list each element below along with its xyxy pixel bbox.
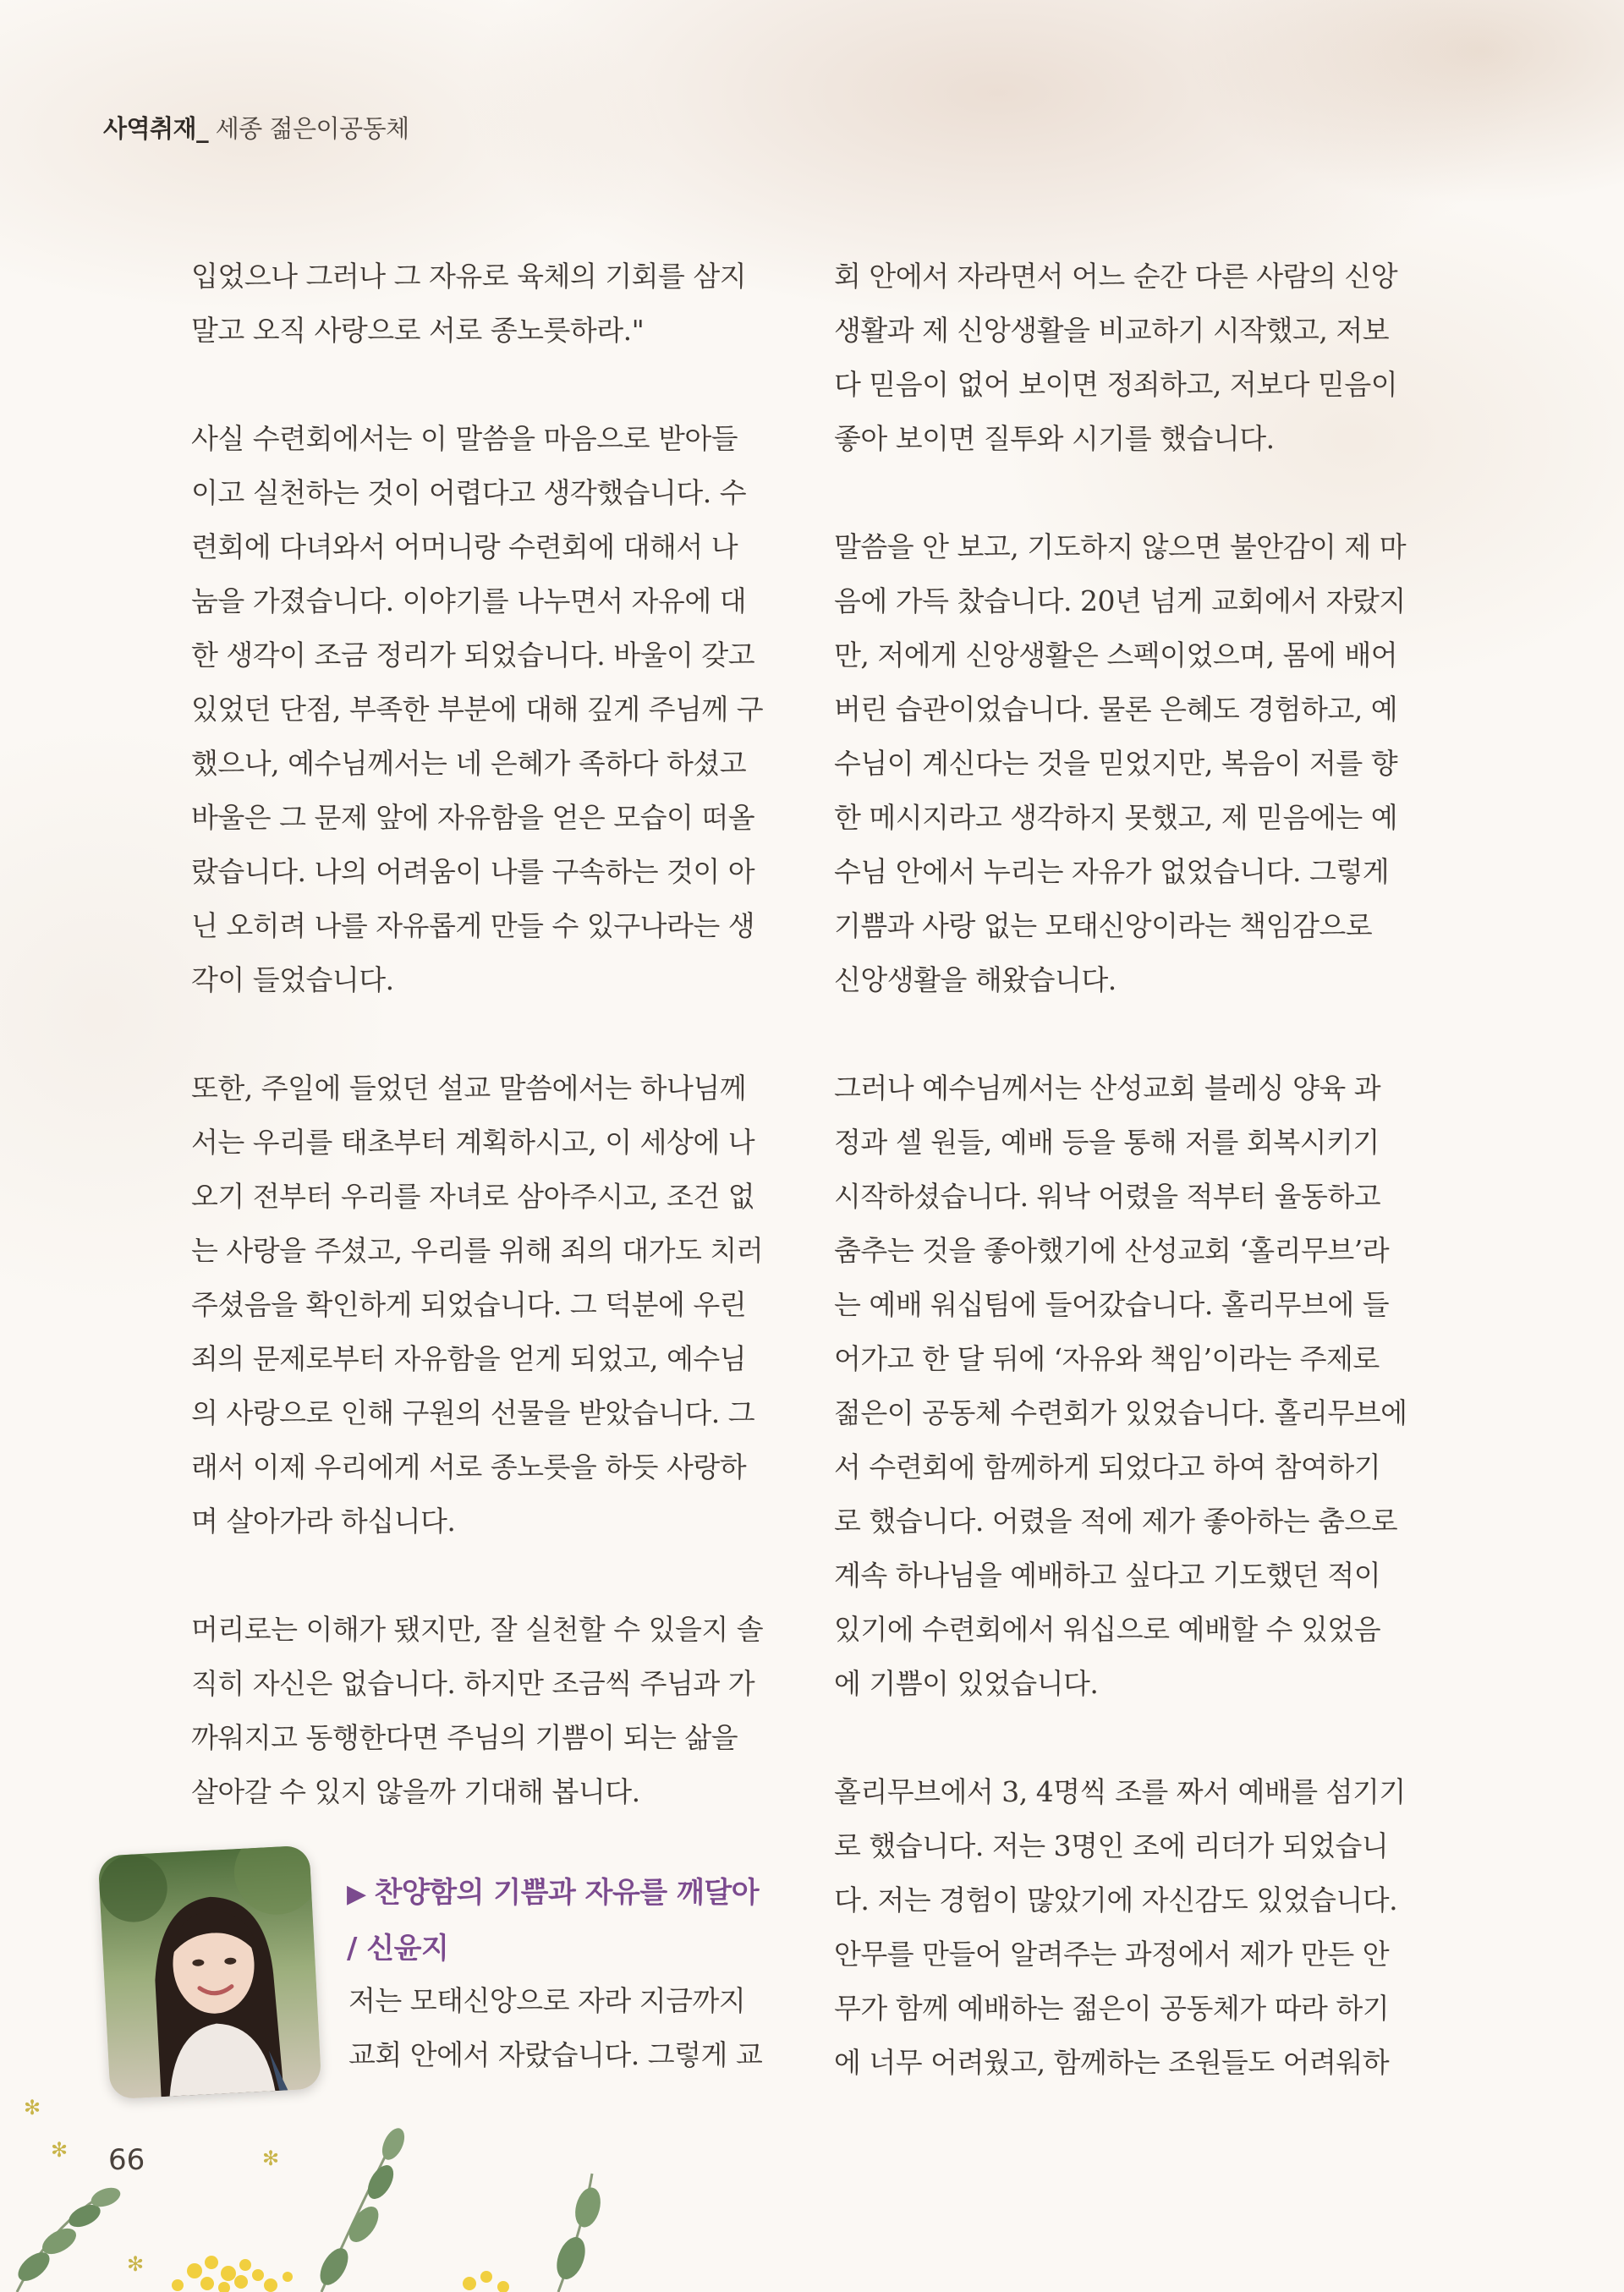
left-column: [191, 249, 793, 1873]
right-text-line: 좋아 보이면 질투와 시기를 했습니다.: [834, 422, 1275, 455]
left-text-line: 닌 오히려 나를 자유롭게 만들 수 있구나라는 생: [191, 909, 755, 942]
right-text-line: 서 수련회에 함께하게 되었다고 하여 참여하기: [834, 1450, 1381, 1483]
testimony-intro-line: 교회 안에서 자랐습니다. 그렇게 교: [348, 2038, 763, 2071]
right-text-line: 버린 습관이었습니다. 물론 은혜도 경험하고, 예: [834, 693, 1398, 726]
right-text-line: 시작하셨습니다. 워낙 어렸을 적부터 율동하고: [834, 1180, 1381, 1213]
right-text-line: 홀리무브에서 3, 4명씩 조를 짜서 예배를 섬기기: [834, 1775, 1406, 1808]
right-text-line: 로 했습니다. 저는 3명인 조에 리더가 되었습니: [834, 1829, 1389, 1862]
left-text-line: 사실 수련회에서는 이 말씀을 마음으로 받아들: [191, 422, 738, 455]
left-text-line: 직히 자신은 없습니다. 하지만 조금씩 주님과 가: [191, 1667, 755, 1700]
right-text-line: 춤추는 것을 좋아했기에 산성교회 ‘홀리무브’라: [834, 1234, 1390, 1267]
left-paragraph: [191, 1061, 793, 1549]
right-text-line: 어가고 한 달 뒤에 ‘자유와 책임’이라는 주제로: [834, 1342, 1380, 1375]
left-text-line: 바울은 그 문제 앞에 자유함을 얻은 모습이 떠올: [191, 801, 755, 834]
testimony-title-line1: 찬양함의 기쁨과 자유를 깨달아: [374, 1876, 760, 1910]
right-text-line: 안무를 만들어 알려주는 과정에서 제가 만든 안: [834, 1938, 1390, 1971]
svg-text:✻: ✻: [24, 2097, 41, 2119]
left-text-line: 래서 이제 우리에게 서로 종노릇을 하듯 사랑하: [191, 1450, 747, 1483]
left-paragraph: [191, 249, 793, 358]
play-triangle-icon: ▶: [347, 1879, 366, 1909]
right-paragraph: [834, 520, 1436, 1007]
left-paragraph: [191, 412, 793, 1007]
testimony-intro: [348, 1974, 792, 2082]
section-title: 사역취재: [103, 114, 197, 143]
profile-photo: [98, 1845, 322, 2100]
left-text-line: 한 생각이 조금 정리가 되었습니다. 바울이 갖고: [191, 639, 755, 672]
page-header: [103, 110, 409, 145]
testimony-intro-line: 저는 모태신앙으로 자라 지금까지: [348, 1984, 746, 2017]
left-text-line: 련회에 다녀와서 어머니랑 수련회에 대해서 나: [191, 530, 738, 563]
right-text-line: 수님 안에서 누리는 자유가 없었습니다. 그렇게: [834, 855, 1390, 888]
left-text-line: 까워지고 동행한다면 주님의 기쁨이 되는 삶을: [191, 1721, 738, 1754]
right-text-line: 음에 가득 찼습니다. 20년 넘게 교회에서 자랐지: [834, 584, 1406, 617]
header-subtitle: 세종 젊은이공동체: [208, 114, 409, 143]
left-text-line: 는 사랑을 주셨고, 우리를 위해 죄의 대가도 치러: [191, 1234, 764, 1267]
right-text-line: 에 너무 어려웠고, 함께하는 조원들도 어려워하: [834, 2046, 1390, 2079]
right-text-line: 젊은이 공동체 수련회가 있었습니다. 홀리무브에: [834, 1396, 1407, 1429]
right-text-line: 로 했습니다. 어렸을 적에 제가 좋아하는 춤으로: [834, 1505, 1398, 1538]
right-paragraph: [834, 1061, 1436, 1711]
right-column: [834, 249, 1436, 2144]
right-text-line: 한 메시지라고 생각하지 못했고, 제 믿음에는 예: [834, 801, 1398, 834]
left-text-line: 서는 우리를 태초부터 계획하시고, 이 세상에 나: [191, 1126, 755, 1159]
right-text-line: 에 기쁨이 있었습니다.: [834, 1667, 1099, 1700]
left-text-line: 며 살아가라 하십니다.: [191, 1505, 456, 1538]
left-text-line: 말고 오직 사랑으로 서로 종노릇하라.": [191, 314, 645, 347]
floral-decoration: [0, 2097, 643, 2292]
left-text-line: 주셨음을 확인하게 되었습니다. 그 덕분에 우린: [191, 1288, 747, 1321]
right-text-line: 회 안에서 자라면서 어느 순간 다른 사람의 신앙: [834, 260, 1398, 293]
right-text-line: 계속 하나님을 예배하고 싶다고 기도했던 적이: [834, 1559, 1381, 1592]
right-text-line: 다. 저는 경험이 많았기에 자신감도 있었습니다.: [834, 1883, 1398, 1916]
left-text-line: 살아갈 수 있지 않을까 기대해 봅니다.: [191, 1775, 640, 1808]
eucalyptus-leaves-icon: [13, 2125, 604, 2292]
left-text-line: 의 사랑으로 인해 구원의 선물을 받았습니다. 그: [191, 1396, 755, 1429]
right-paragraph: [834, 249, 1436, 466]
right-text-line: 무가 함께 예배하는 젊은이 공동체가 따라 하기: [834, 1992, 1390, 2025]
right-paragraph: [834, 1765, 1436, 2090]
profile-photo-image: [98, 1845, 322, 2100]
left-text-line: 각이 들었습니다.: [191, 963, 394, 996]
left-text-line: 이고 실천하는 것이 어렵다고 생각했습니다. 수: [191, 476, 747, 509]
right-text-line: 말씀을 안 보고, 기도하지 않으면 불안감이 제 마: [834, 530, 1407, 563]
svg-text:✻: ✻: [51, 2138, 69, 2162]
right-text-line: 다 믿음이 없어 보이면 정죄하고, 저보다 믿음이: [834, 368, 1398, 401]
left-text-line: 오기 전부터 우리를 자녀로 삼아주시고, 조건 없: [191, 1180, 755, 1213]
left-text-line: 입었으나 그러나 그 자유로 육체의 기회를 삼지: [191, 260, 747, 293]
right-text-line: 있기에 수련회에서 워십으로 예배할 수 있었음: [834, 1613, 1381, 1646]
header-separator: _: [196, 114, 209, 143]
right-text-line: 만, 저에게 신앙생활은 스펙이었으며, 몸에 배어: [834, 639, 1398, 672]
right-text-line: 는 예배 워십팀에 들어갔습니다. 홀리무브에 들: [834, 1288, 1390, 1321]
right-text-line: 수님이 계신다는 것을 믿었지만, 복음이 저를 향: [834, 747, 1398, 780]
left-text-line: 또한, 주일에 들었던 설교 말씀에서는 하나님께: [191, 1072, 747, 1105]
right-text-line: 신앙생활을 해왔습니다.: [834, 963, 1116, 996]
right-text-line: 그러나 예수님께서는 산성교회 블레싱 양육 과: [834, 1072, 1381, 1105]
left-text-line: 머리로는 이해가 됐지만, 잘 실천할 수 있을지 솔: [191, 1613, 764, 1646]
testimony-title: [347, 1866, 795, 1976]
svg-text:✻: ✻: [262, 2147, 280, 2170]
left-text-line: 죄의 문제로부터 자유함을 얻게 되었고, 예수님: [191, 1342, 747, 1375]
left-text-line: 있었던 단점, 부족한 부분에 대해 깊게 주님께 구: [191, 693, 764, 726]
right-text-line: 생활과 제 신앙생활을 비교하기 시작했고, 저보: [834, 314, 1390, 347]
left-text-line: 랐습니다. 나의 어려움이 나를 구속하는 것이 아: [191, 855, 755, 888]
svg-text:✻: ✻: [127, 2252, 145, 2276]
page-number: 66: [108, 2143, 145, 2177]
right-text-line: 기쁨과 사랑 없는 모태신앙이라는 책임감으로: [834, 909, 1373, 942]
left-paragraph: [191, 1603, 793, 1819]
left-text-line: 했으나, 예수님께서는 네 은혜가 족하다 하셨고: [191, 747, 747, 780]
right-text-line: 정과 셀 원들, 예배 등을 통해 저를 회복시키기: [834, 1126, 1380, 1159]
left-text-line: 눔을 가졌습니다. 이야기를 나누면서 자유에 대: [191, 584, 747, 617]
testimony-author: / 신윤지: [347, 1932, 449, 1966]
